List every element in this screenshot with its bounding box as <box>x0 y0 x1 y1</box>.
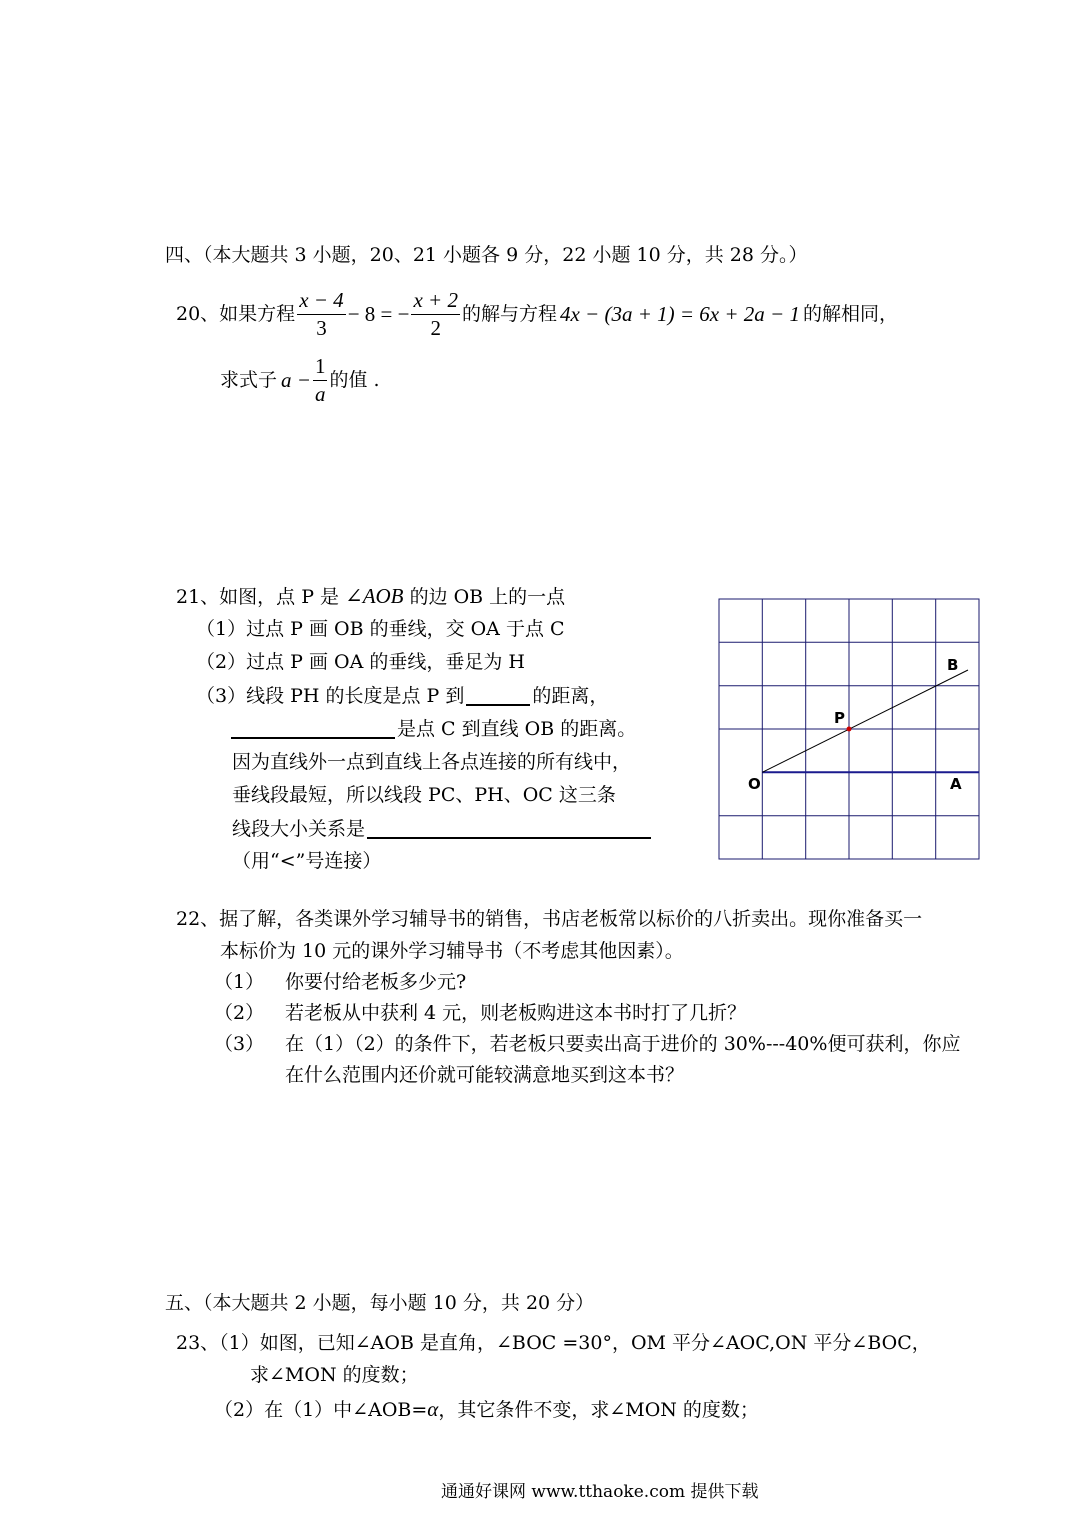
q22-item-1-number: （1） <box>214 971 265 993</box>
q20-fraction-2-denominator: 2 <box>411 314 460 339</box>
q21-blank-3[interactable] <box>367 819 651 839</box>
q21-line-6: 垂线段最短，所以线段 PC、PH、OC 这三条 <box>232 784 616 806</box>
q23-line-1: 23、（1）如图，已知∠AOB 是直角，∠BOC =30°，OM 平分∠AOC,ON 平分∠BOC， <box>176 1332 931 1354</box>
q20-fraction-3-denominator: a <box>314 381 326 406</box>
q22-line-2: 本标价为 10 元的课外学习辅导书（不考虑其他因素）。 <box>220 940 684 962</box>
q20-fraction-1-numerator: x − 4 <box>299 287 344 312</box>
q23-line-3 <box>214 1399 759 1420</box>
q21-intro-a: 21、如图，点 P 是 <box>176 586 340 608</box>
q22-item-2-number: （2） <box>214 1002 265 1024</box>
q20-fraction-1 <box>297 287 346 340</box>
q21-step-3-a: （3）线段 PH 的长度是点 P 到 <box>196 685 465 707</box>
question-21-intro <box>176 586 565 607</box>
q23-alpha: α <box>427 1397 439 1421</box>
question-20-line2 <box>220 350 380 410</box>
label-o: O <box>748 775 761 793</box>
q21-blank-2[interactable] <box>231 719 395 739</box>
q20-expr-a: a − <box>281 367 311 392</box>
q23-line-3-b: ，其它条件不变，求∠MON 的度数； <box>438 1399 759 1421</box>
q23-line-2: 求∠MON 的度数； <box>250 1364 419 1386</box>
q22-item-3-number: （3） <box>214 1033 265 1055</box>
q21-step-2: （2）过点 P 画 OA 的垂线，垂足为 H <box>196 651 525 673</box>
q20-mid-expression: − 8 = − <box>347 301 410 326</box>
label-p: P <box>834 709 845 727</box>
label-a: A <box>950 775 962 793</box>
q22-line-1: 22、据了解，各类课外学习辅导书的销售，书店老板常以标价的八折卖出。现你准备买一 <box>176 908 923 930</box>
q21-step-3-b: 的距离， <box>532 685 609 707</box>
q22-item-2: 若老板从中获利 4 元，则老板购进这本书时打了几折？ <box>285 1002 747 1024</box>
q20-fraction-3-numerator: 1 <box>314 353 326 378</box>
section4-heading: 四、（本大题共 3 小题，20、21 小题各 9 分，22 小题 10 分，共 28 分。） <box>165 244 808 266</box>
footer-text: 通通好课网 www.tthaoke.com 提供下载 <box>441 1482 759 1502</box>
q21-line-5: 因为直线外一点到直线上各点连接的所有线中， <box>232 751 632 773</box>
q21-step-4-text: 是点 C 到直线 OB 的距离。 <box>397 718 637 740</box>
q21-angle-aob: ∠AOB <box>345 584 404 608</box>
q21-grid-figure <box>718 598 982 862</box>
section5-heading: 五、（本大题共 2 小题，每小题 10 分，共 20 分） <box>165 1292 595 1314</box>
q20-line2-prefix: 求式子 <box>220 368 278 391</box>
q20-fraction-1-denominator: 3 <box>297 314 346 339</box>
q20-text-end: 的解相同， <box>802 302 898 325</box>
q22-item-3: 在（1）（2）的条件下，若老板只要卖出高于进价的 30%---40%便可获利，你应 <box>285 1033 961 1055</box>
point-p <box>847 727 852 732</box>
q21-intro-b: 的边 OB 上的一点 <box>409 586 566 608</box>
q20-fraction-3 <box>313 353 328 406</box>
q21-step-4 <box>229 719 636 739</box>
q20-fraction-2 <box>411 287 460 340</box>
q21-blank-1[interactable] <box>466 686 530 706</box>
q20-label: 20、如果方程 <box>176 302 296 325</box>
q20-text-mid: 的解与方程 <box>461 302 557 325</box>
question-20-line1 <box>176 284 898 344</box>
q20-equation-2: 4x − (3a + 1) = 6x + 2a − 1 <box>559 301 800 326</box>
q21-line-7 <box>232 819 653 839</box>
q20-fraction-2-numerator: x + 2 <box>413 287 458 312</box>
q20-line2-suffix: 的值 . <box>329 368 380 391</box>
q21-step-3 <box>196 686 608 706</box>
label-b: B <box>947 656 959 674</box>
q22-item-3-continued: 在什么范围内还价就可能较满意地买到这本书？ <box>285 1064 685 1086</box>
q22-item-1: 你要付给老板多少元? <box>285 971 467 993</box>
q21-step-1: （1）过点 P 画 OB 的垂线，交 OA 于点 C <box>196 618 565 640</box>
q21-line-8: （用“<”号连接） <box>232 850 382 872</box>
q23-line-3-a: （2）在（1）中∠AOB= <box>214 1399 428 1421</box>
q21-line-7-text: 线段大小关系是 <box>232 818 366 840</box>
